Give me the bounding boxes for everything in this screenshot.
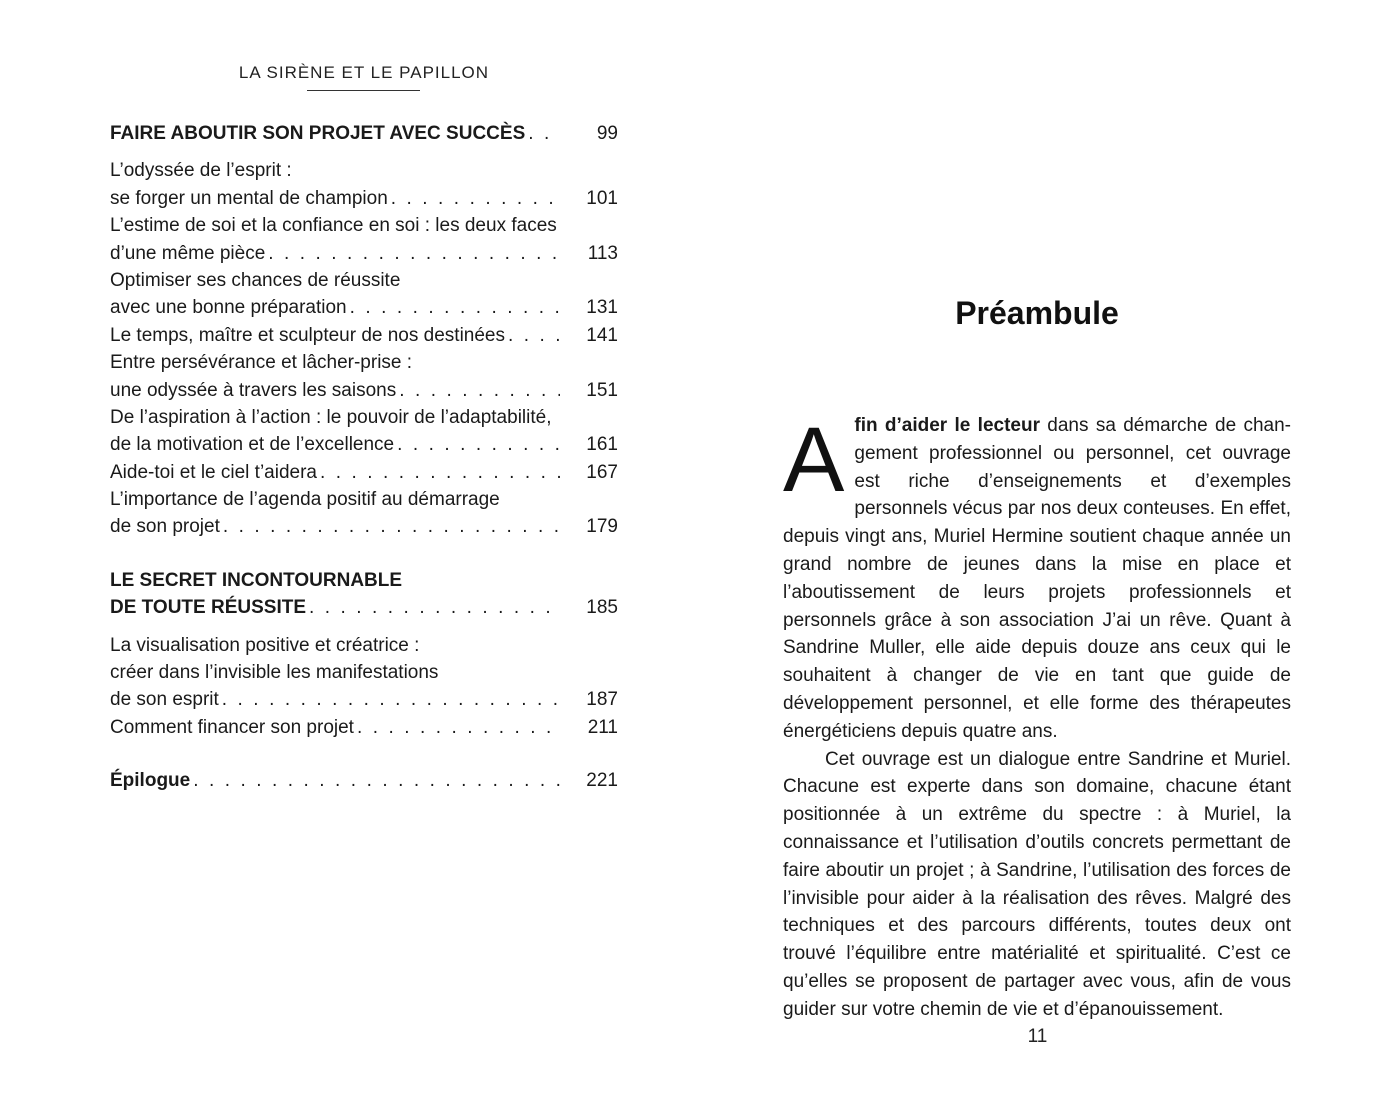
toc-leader-dots [508,322,560,349]
toc-entry-line: Optimiser ses chances de réussite [110,269,401,291]
toc-entry[interactable] [110,349,618,404]
toc-entry-line: de son esprit [110,689,219,711]
toc-entry-line: Entre persévérance et lâcher-prise : [110,352,413,374]
toc-leader-dots [350,294,560,321]
table-of-contents [110,120,618,795]
toc-entry[interactable] [110,157,618,212]
toc-entry[interactable] [110,322,618,349]
toc-entry-line: L’odyssée de l’esprit : [110,160,292,182]
toc-page-number: 161 [586,434,618,456]
toc-page-number: 151 [586,379,618,401]
toc-entry-line: De l’aspiration à l’action : le pouvoir de l’adaptabilité, [110,406,552,428]
toc-page-number: 113 [587,242,618,264]
toc-part-heading-1[interactable] [110,120,618,147]
toc-entry[interactable] [110,459,618,486]
toc-entry-line: de son projet [110,516,220,538]
toc-epilogue[interactable] [110,767,618,794]
running-head-rule [307,90,420,91]
toc-part-title: FAIRE ABOUTIR SON PROJET AVEC SUCCÈS [110,123,526,144]
toc-page-number: 221 [586,770,618,792]
toc-part-heading-2[interactable] [110,567,618,622]
toc-entry[interactable] [110,212,618,267]
toc-entry-line: de la motivation et de l’excellence [110,434,395,456]
toc-entry[interactable] [110,267,618,322]
preamble-body [783,409,1291,1024]
chapter-title: Préambule [955,295,1119,331]
toc-leader-dots [309,594,560,621]
toc-page-number: 179 [586,516,618,538]
toc-page-number: 185 [586,597,618,619]
toc-page-number: 141 [586,324,618,346]
toc-page-number: 187 [586,689,618,711]
toc-leader-dots [528,120,560,147]
toc-entry[interactable] [110,714,618,741]
drop-cap: A [783,409,845,511]
toc-entry[interactable] [110,486,618,541]
toc-page-number: 99 [596,123,618,144]
toc-entry[interactable] [110,404,618,459]
toc-leader-dots [222,686,560,713]
toc-entry-line: L’estime de soi et la confiance en soi : les deux faces [110,215,557,237]
toc-entry-line: Comment financer son projet [110,716,354,738]
toc-entry-line: créer dans l’invisible les manifestations [110,662,439,684]
page-number: 11 [1027,1026,1048,1047]
toc-leader-dots [223,513,560,540]
toc-entry-line: une odyssée à travers les saisons [110,379,397,401]
toc-entry-line: d’une même pièce [110,242,266,264]
toc-page-number: 101 [586,187,618,209]
toc-page-number: 167 [586,461,618,483]
toc-epilogue-title: Épilogue [110,770,191,792]
toc-leader-dots [397,431,560,458]
toc-page-number: 211 [587,716,618,738]
paragraph-2: Cet ouvrage est un dialogue entre Sandrine et Muriel. Chacune est experte dans son domaine, chacune étant positionnée à un extrême du spectre : à Muriel, la connaissance et l’utilisation d’outils concrets permettant de faire aboutir un projet ; à Sandrine, l’utilisation des forces de l’invisible pour aider à la réalisation des rêves. Malgré des techniques et des parcours différents, toutes deux ont trouvé l’équilibre entre matérialité et spiritualité. C’est ce qu’elles se proposent de partager avec vous, afin de vous guider sur votre chemin de vie et d’épanouissement. [783,748,1291,1020]
paragraph-1 [783,409,1291,746]
toc-entry-line: L’importance de l’agenda positif au démarrage [110,489,500,511]
toc-entry-line: Le temps, maître et sculpteur de nos destinées [110,324,505,346]
toc-leader-dots [399,377,560,404]
toc-entry-line: La visualisation positive et créatrice : [110,634,420,656]
toc-page-number: 131 [586,297,618,319]
toc-leader-dots [193,767,560,794]
toc-part-title: DE TOUTE RÉUSSITE [110,597,307,619]
toc-leader-dots [268,240,560,267]
toc-entry[interactable] [110,632,618,714]
toc-entry-line: se forger un mental de champion [110,187,388,209]
toc-entry-line: Aide-toi et le ciel t’aidera [110,461,317,483]
toc-entry-line: avec une bonne préparation [110,297,347,319]
toc-leader-dots [391,185,560,212]
paragraph-1-text: dans sa démarche de changement professionnel ou personnel, cet ouvrage est riche d’enseignements et d’exemples personnels vécus par nos deux conteuses. En effet, depuis vingt ans, Muriel Hermine soutient chaque année un grand nombre de jeunes dans la mise en place et l’aboutissement de leurs projets professionnels et personnels grâce à son association J’ai un rêve. Quant à Sandrine Muller, elle aide depuis douze ans ceux qui le souhaitent à changer de vie en tant que guide de développement personnel, et elle forme des thérapeutes énergéticiens depuis quatre ans. [783,415,1291,742]
lead-in-bold: fin d’aider le lecteur [854,415,1040,436]
toc-leader-dots [320,459,560,486]
toc-leader-dots [357,714,560,741]
running-head: LA SIRÈNE ET LE PAPILLON [238,63,490,82]
toc-part-title: LE SECRET INCONTOURNABLE [110,569,403,591]
